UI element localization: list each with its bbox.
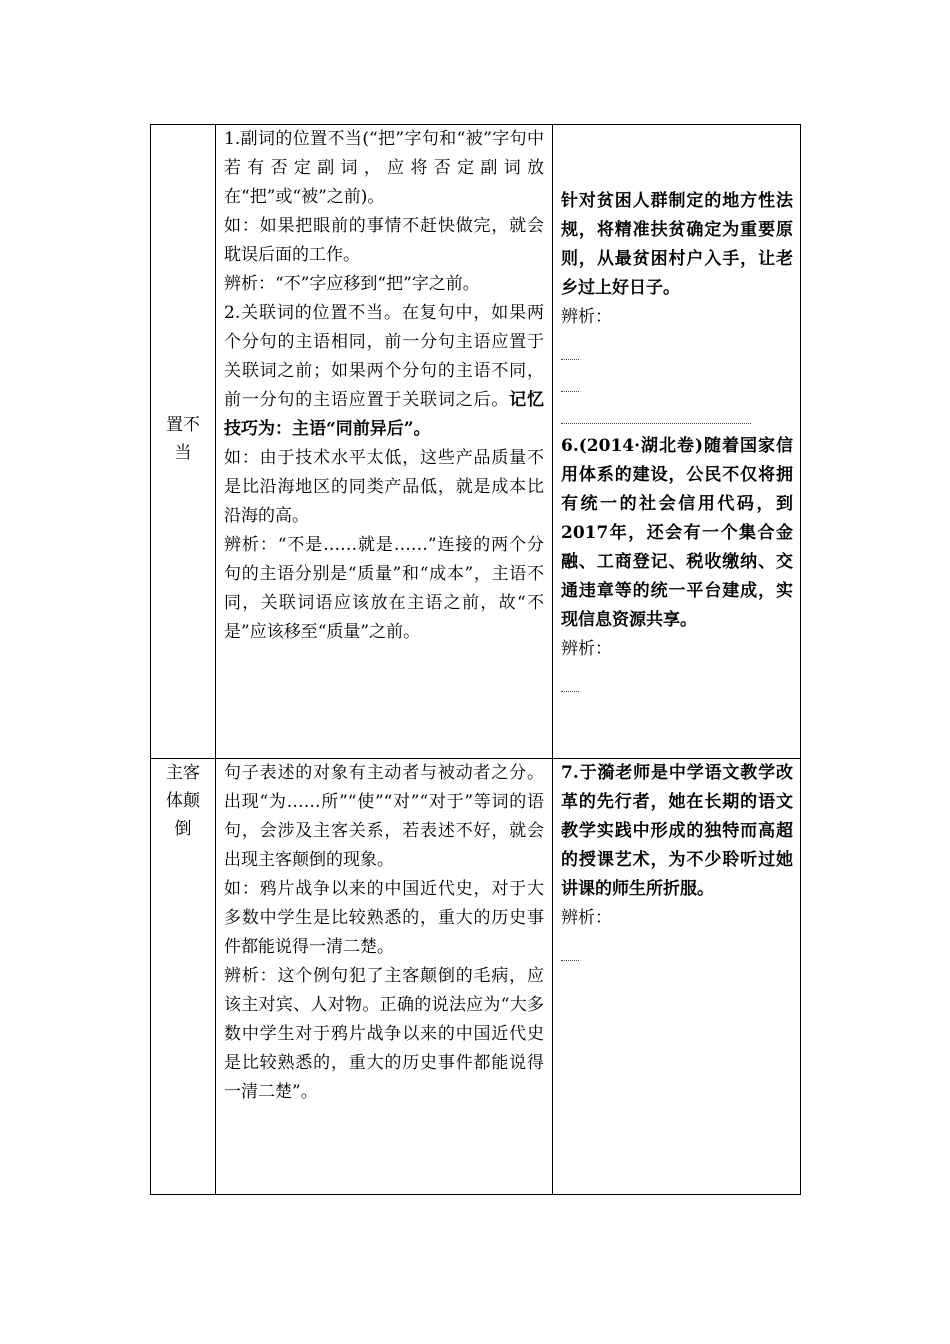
- grammar-table: [150, 124, 801, 1195]
- example-paragraph: 如：鸦片战争以来的中国近代史，对于大多数中学生是比较熟悉的，重大的历史事件都能说得一清二楚。: [224, 879, 544, 957]
- table-row: [151, 759, 801, 1195]
- table-row: [151, 125, 801, 759]
- explanation-paragraph: 句子表述的对象有主动者与被动者之分。出现“为……所”“使”“对”“对于”等词的语句，会涉及主客关系，若表述不好，就会出现主客颠倒的现象。: [224, 763, 544, 870]
- analysis-paragraph: 辨析：“不”字应移到“把”字之前。: [224, 274, 480, 294]
- exercise-source: (2014·湖北卷): [578, 436, 704, 456]
- category-label: 置不当: [166, 415, 200, 463]
- category-label: 主客体颠倒: [166, 763, 200, 839]
- rule-text: 2.关联词的位置不当。在复句中，如果两个分句的主语相同，前一分句主语应置于关联词之前；如果两个分句的主语不同，前一分句的主语应置于关联词之后。: [224, 303, 544, 410]
- example-paragraph: 如：如果把眼前的事情不赶快做完，就会耽误后面的工作。: [224, 216, 544, 265]
- analysis-paragraph: 辨析：这个例句犯了主客颠倒的毛病，应该主对宾、人对物。正确的说法应为“大多数中学生对于鸦片战争以来的中国近代史是比较熟悉的，重大的历史事件都能说得一清二楚”。: [224, 966, 544, 1102]
- explanation-cell: [216, 759, 553, 1195]
- analysis-paragraph: 辨析：“不是……就是……”连接的两个分句的主语分别是“质量”和“成本”，主语不同，关联词语应该放在主语之前，故“不是”应该移至“质量”之前。: [224, 535, 544, 642]
- memory-tip: 记忆技巧为：主语“同前异后”。: [224, 390, 545, 439]
- answer-blank[interactable]: [561, 690, 579, 692]
- exercise-cell: [553, 125, 801, 759]
- example-paragraph: 如：由于技术水平太低，这些产品质量不是比沿海地区的同类产品低，就是成本比沿海的高。: [224, 448, 544, 526]
- explanation-cell: [216, 125, 553, 759]
- explanation-paragraph: 1.副词的位置不当(“把”字句和“被”字句中若有否定副词，应将否定副词放在“把”或“被”之前)。: [224, 129, 544, 207]
- exercise-text: 7.于漪老师是中学语文教学改革的先行者，她在长期的语文教学实践中形成的独特而高超的授课艺术，为不少聆听过她讲课的师生所折服。: [561, 763, 793, 899]
- exercise-body: 随着国家信用体系的建设，公民不仅将拥有统一的社会信用代码，到2017年，还会有一个集合金融、工商登记、税收缴纳、交通违章等的统一平台建成，实现信息资源共享。: [561, 436, 794, 630]
- category-cell: [151, 759, 216, 1195]
- exercise-cell: [553, 759, 801, 1195]
- exercise-text: [561, 432, 793, 635]
- analysis-label: 辨析：: [561, 307, 612, 327]
- exercise-number: 6.: [561, 436, 579, 456]
- explanation-paragraph: [224, 299, 544, 444]
- analysis-label: 辨析：: [561, 639, 612, 659]
- analysis-label: 辨析：: [561, 908, 612, 928]
- category-cell: [151, 125, 216, 759]
- exercise-text: 针对贫困人群制定的地方性法规，将精准扶贫确定为重要原则，从最贫困村户入手，让老乡过上好日子。: [561, 191, 793, 298]
- answer-blank[interactable]: [561, 959, 579, 961]
